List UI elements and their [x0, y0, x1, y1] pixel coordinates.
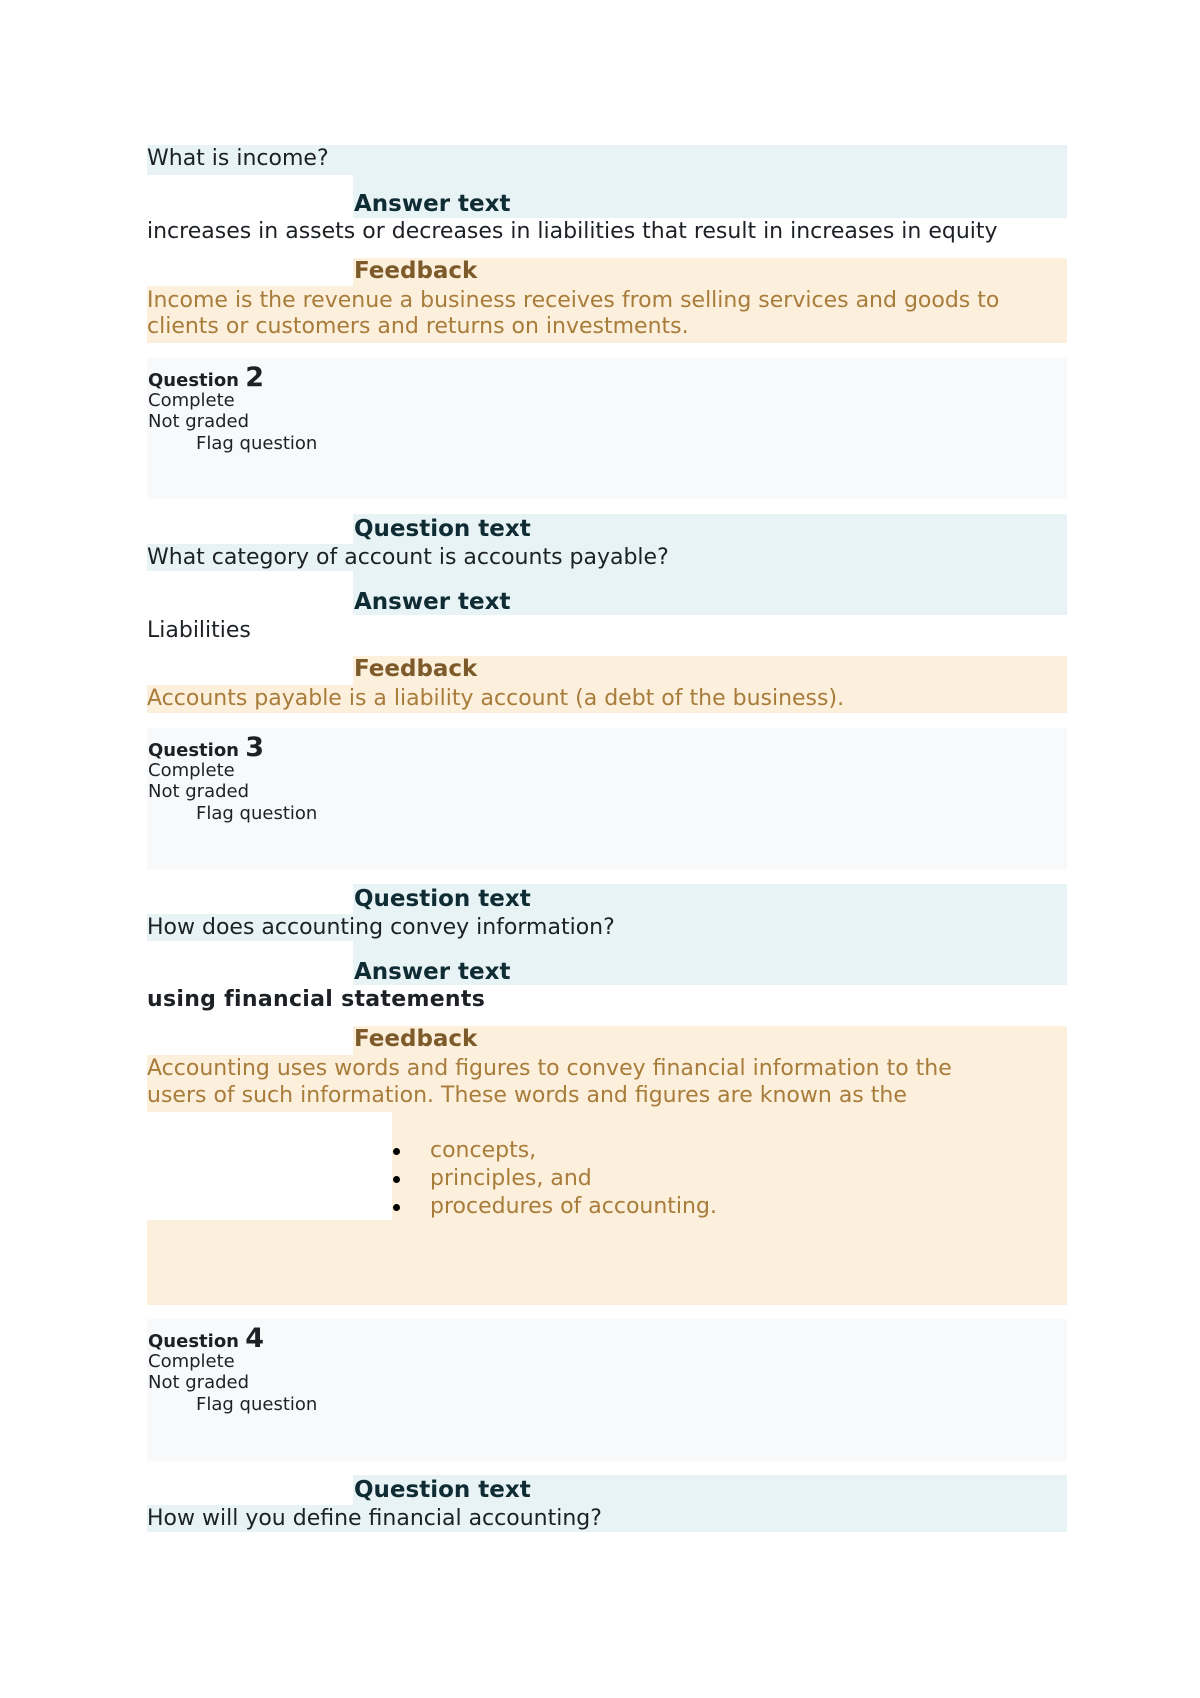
- flag-question-link[interactable]: Flag question: [196, 1394, 318, 1415]
- question-grade: Not graded: [148, 781, 250, 802]
- bullet-icon: [393, 1148, 400, 1155]
- feedback-heading: Feedback: [354, 656, 478, 682]
- question-state: Complete: [148, 760, 235, 781]
- question-grade: Not graded: [148, 411, 250, 432]
- question-number-value: 4: [245, 1323, 265, 1354]
- bullet-icon: [393, 1204, 400, 1211]
- question-number: [148, 732, 264, 763]
- question-state: Complete: [148, 1351, 235, 1372]
- question-label: Question: [148, 740, 239, 761]
- question-text: What category of account is accounts payable?: [147, 545, 669, 570]
- feedback-list: [430, 1137, 717, 1221]
- question-info-box: [147, 358, 1067, 499]
- answer-text: Liabilities: [147, 618, 251, 643]
- question-info-box: [147, 728, 1067, 870]
- bullet-icon: [393, 1176, 400, 1183]
- feedback-heading: Feedback: [354, 1026, 478, 1052]
- question-number: [148, 1323, 264, 1354]
- feedback-list-item: procedures of accounting.: [430, 1193, 717, 1221]
- flag-question-link[interactable]: Flag question: [196, 803, 318, 824]
- feedback-heading: Feedback: [354, 258, 478, 284]
- question-number-value: 3: [245, 732, 265, 763]
- feedback-text: Income is the revenue a business receives from selling services and goods to: [147, 288, 1000, 313]
- question-number-value: 2: [245, 362, 265, 393]
- answer-heading: Answer text: [354, 191, 511, 217]
- feedback-text: Accounting uses words and figures to convey financial information to the: [147, 1056, 952, 1081]
- question-text-heading: Question text: [354, 1477, 531, 1503]
- question-state: Complete: [148, 390, 235, 411]
- question-text: How does accounting convey information?: [147, 915, 615, 940]
- question-text-heading: Question text: [354, 516, 531, 542]
- feedback-text: Accounts payable is a liability account (a debt of the business).: [147, 686, 845, 711]
- feedback-text: users of such information. These words and figures are known as the: [147, 1083, 907, 1108]
- question-info-box: [147, 1319, 1067, 1461]
- feedback-background: [147, 1220, 1067, 1305]
- flag-question-link[interactable]: Flag question: [196, 433, 318, 454]
- feedback-list-item: principles, and: [430, 1165, 717, 1193]
- answer-text: increases in assets or decreases in liabilities that result in increases in equity: [147, 219, 998, 244]
- answer-heading: Answer text: [354, 589, 511, 615]
- answer-text: using financial statements: [147, 987, 486, 1012]
- feedback-text: clients or customers and returns on investments.: [147, 314, 689, 339]
- question-number: [148, 362, 264, 393]
- answer-heading: Answer text: [354, 959, 511, 985]
- question-label: Question: [148, 370, 239, 391]
- question-text-heading: Question text: [354, 886, 531, 912]
- question-grade: Not graded: [148, 1372, 250, 1393]
- feedback-list-item: concepts,: [430, 1137, 717, 1165]
- question-label: Question: [148, 1331, 239, 1352]
- question-text: How will you define financial accounting?: [147, 1506, 602, 1531]
- question-text: What is income?: [147, 146, 329, 171]
